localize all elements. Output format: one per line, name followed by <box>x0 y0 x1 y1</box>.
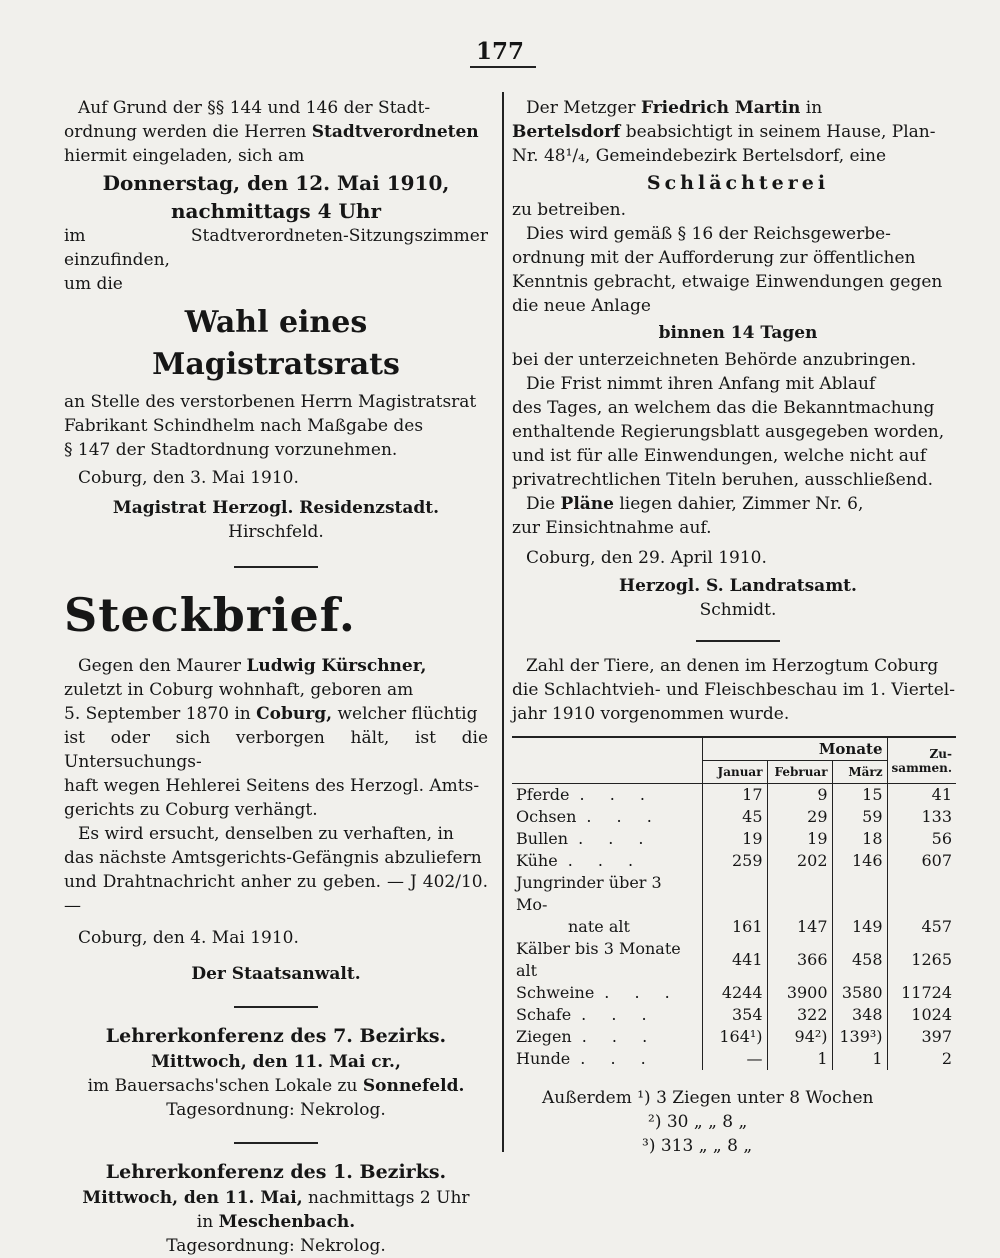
cell-march: 146 <box>832 850 887 872</box>
notice-line: bei der unterzeichneten Behörde anzubringen. <box>512 350 917 370</box>
notice-line: Gegen den Maurer Ludwig Kürschner, <box>78 656 427 676</box>
notice-line: Kenntnis gebracht, etwaige Einwendungen gegen <box>512 272 943 292</box>
cell-february: 322 <box>767 1004 832 1026</box>
cell-february: 1 <box>767 1048 832 1070</box>
cell-february: 147 <box>767 916 832 938</box>
notice-line: und Drahtnachricht anher zu geben. — J 402/10. — <box>64 872 488 916</box>
notice-line: zu betreiben. <box>512 200 627 220</box>
notice-headline: Steckbrief. <box>64 588 356 642</box>
notice-line: ist oder sich verborgen hält, ist die Untersuchungs- <box>64 728 488 772</box>
months-header: Monate <box>702 737 887 761</box>
leader-dots: . . . <box>567 851 644 870</box>
cell-january: 17 <box>702 784 767 807</box>
conference-agenda: Tagesordnung: Nekrolog. <box>166 1100 386 1120</box>
notice-line: im Stadtverordneten-Sitzungszimmer einzufinden, <box>64 226 488 270</box>
meeting-time: nachmittags 4 Uhr <box>170 199 382 223</box>
cell-february: 9 <box>767 784 832 807</box>
cell-march: 3580 <box>832 982 887 1004</box>
notice-line: an Stelle des verstorbenen Herrn Magistratsrat <box>64 392 477 412</box>
business-type: Schlächterei <box>646 172 830 194</box>
stats-intro: jahr 1910 vorgenommen wurde. <box>512 704 790 724</box>
table-row <box>512 784 956 807</box>
table-row <box>512 938 956 982</box>
leader-dots: . . . <box>581 1027 658 1046</box>
header-rule <box>470 66 536 68</box>
notice-line: die neue Anlage <box>512 296 651 316</box>
conference-agenda: Tagesordnung: Nekrolog. <box>166 1236 386 1256</box>
notice-line: ordnung werden die Herren Stadtverordneten <box>64 122 479 142</box>
notice-line: Es wird ersucht, denselben zu verhaften, in <box>78 824 454 844</box>
cell-total: 1024 <box>887 1004 956 1026</box>
table-row <box>512 1004 956 1026</box>
leader-dots: . . . <box>604 983 680 1002</box>
leader-dots: . . . <box>586 807 662 826</box>
cell-march: 149 <box>832 916 887 938</box>
cell-january: 354 <box>702 1004 767 1026</box>
cell-march: 139³) <box>832 1026 887 1048</box>
notice-line: Nr. 48¹/₄, Gemeindebezirk Bertelsdorf, eine <box>512 146 887 166</box>
statistics-table <box>512 736 956 1070</box>
footnote: ³) 313 „ „ 8 „ <box>642 1136 753 1156</box>
livestock-statistics <box>512 654 964 1158</box>
cell-march <box>832 872 887 916</box>
cell-january: 19 <box>702 828 767 850</box>
notice-conference-1 <box>64 1158 488 1258</box>
row-label: Bullen . . . <box>516 829 654 848</box>
stats-intro: Zahl der Tiere, an denen im Herzogtum Coburg <box>526 656 939 676</box>
notice-schlaechterei <box>512 96 964 622</box>
leader-dots: . . . <box>581 1005 657 1024</box>
notice-line: das nächste Amtsgerichts-Gefängnis abzuliefern <box>64 848 482 868</box>
notice-line: zuletzt in Coburg wohnhaft, geboren am <box>64 680 414 700</box>
table-row <box>512 982 956 1004</box>
footnote: ²) 30 „ „ 8 „ <box>648 1112 748 1132</box>
leader-dots: . . . <box>580 1049 656 1068</box>
total-header: Zu-sammen. <box>887 737 956 784</box>
notice-line: Die Frist nimmt ihren Anfang mit Ablauf <box>526 374 876 394</box>
notice-line: ordnung mit der Aufforderung zur öffentlichen <box>512 248 916 268</box>
cell-january: 441 <box>702 938 767 982</box>
notice-line: haft wegen Hehlerei Seitens des Herzogl. Amts- <box>64 776 480 796</box>
cell-february: 19 <box>767 828 832 850</box>
row-label: Ziegen . . . <box>516 1027 658 1046</box>
col-january: Januar <box>702 761 767 784</box>
cell-total: 397 <box>887 1026 956 1048</box>
cell-february: 3900 <box>767 982 832 1004</box>
notice-line: des Tages, an welchem das die Bekanntmachung <box>512 398 935 418</box>
table-row <box>512 872 956 916</box>
cell-january <box>702 872 767 916</box>
table-row <box>512 916 956 938</box>
separator <box>234 1142 318 1144</box>
cell-january: 161 <box>702 916 767 938</box>
conference-place: im Bauersachs'schen Lokale zu Sonnefeld. <box>87 1076 465 1096</box>
notice-magistratsrat <box>64 96 488 544</box>
place-date: Coburg, den 4. Mai 1910. <box>78 928 299 948</box>
col-february: Februar <box>767 761 832 784</box>
cell-march: 1 <box>832 1048 887 1070</box>
cell-february: 366 <box>767 938 832 982</box>
leader-dots: . . . <box>579 785 655 804</box>
notice-line: zur Einsichtnahme auf. <box>512 518 712 538</box>
row-label: Schweine . . . <box>516 983 680 1002</box>
cell-january: 4244 <box>702 982 767 1004</box>
issuing-authority: Magistrat Herzogl. Residenzstadt. <box>112 498 440 518</box>
notice-line: Die Pläne liegen dahier, Zimmer Nr. 6, <box>526 494 864 514</box>
separator <box>234 1006 318 1008</box>
notice-line: hiermit eingeladen, sich am <box>64 146 305 166</box>
notice-line: Bertelsdorf beabsichtigt in seinem Hause, Plan- <box>512 122 936 142</box>
right-column <box>512 96 964 1158</box>
notice-line: § 147 der Stadtordnung vorzunehmen. <box>64 440 398 460</box>
row-label: Ochsen . . . <box>516 807 662 826</box>
row-label: nate alt <box>568 917 630 936</box>
left-column <box>64 96 488 1258</box>
cell-total: 2 <box>887 1048 956 1070</box>
row-label: Kühe . . . <box>516 851 644 870</box>
separator <box>696 640 780 642</box>
cell-total: 133 <box>887 806 956 828</box>
notice-headline: Wahl eines Magistratsrats <box>152 305 400 382</box>
row-label: Schafe . . . <box>516 1005 657 1024</box>
issuing-authority: Herzogl. S. Landratsamt. <box>619 576 857 596</box>
cell-march: 18 <box>832 828 887 850</box>
table-row <box>512 1048 956 1070</box>
footnote: Außerdem ¹) 3 Ziegen unter 8 Wochen <box>542 1088 874 1108</box>
place-date: Coburg, den 29. April 1910. <box>526 548 767 568</box>
cell-total: 607 <box>887 850 956 872</box>
conference-title: Lehrerkonferenz des 7. Bezirks. <box>105 1025 447 1047</box>
cell-february <box>767 872 832 916</box>
conference-date: Mittwoch, den 11. Mai, nachmittags 2 Uhr <box>82 1188 470 1208</box>
notice-line: Auf Grund der §§ 144 und 146 der Stadt- <box>78 98 431 118</box>
table-row <box>512 828 956 850</box>
separator <box>234 566 318 568</box>
notice-line: gerichts zu Coburg verhängt. <box>64 800 318 820</box>
cell-january: 164¹) <box>702 1026 767 1048</box>
cell-march: 15 <box>832 784 887 807</box>
cell-march: 348 <box>832 1004 887 1026</box>
place-date: Coburg, den 3. Mai 1910. <box>78 468 299 488</box>
cell-january: — <box>702 1048 767 1070</box>
issuing-authority: Der Staatsanwalt. <box>191 964 361 984</box>
cell-february: 202 <box>767 850 832 872</box>
deadline: binnen 14 Tagen <box>658 323 818 343</box>
cell-total: 41 <box>887 784 956 807</box>
stats-intro: die Schlachtvieh- und Fleischbeschau im 1. Viertel- <box>512 680 955 700</box>
cell-march: 59 <box>832 806 887 828</box>
cell-february: 94²) <box>767 1026 832 1048</box>
cell-total: 1265 <box>887 938 956 982</box>
conference-place: in Meschenbach. <box>196 1212 356 1232</box>
meeting-date: Donnerstag, den 12. Mai 1910, <box>102 171 450 195</box>
cell-total: 457 <box>887 916 956 938</box>
notice-line: Dies wird gemäß § 16 der Reichsgewerbe- <box>526 224 891 244</box>
notice-conference-7 <box>64 1022 488 1122</box>
row-label: Kälber bis 3 Monate alt <box>516 939 681 980</box>
row-label: Hunde . . . <box>516 1049 656 1068</box>
row-label: Pferde . . . <box>516 785 655 804</box>
column-divider <box>502 92 504 1152</box>
notice-line: 5. September 1870 in Coburg, welcher flüchtig <box>64 704 478 724</box>
table-row <box>512 806 956 828</box>
row-label: Jungrinder über 3 Mo- <box>516 873 662 914</box>
cell-february: 29 <box>767 806 832 828</box>
col-march: März <box>832 761 887 784</box>
signer: Hirschfeld. <box>228 522 324 542</box>
leader-dots: . . . <box>578 829 654 848</box>
cell-total <box>887 872 956 916</box>
signer: Schmidt. <box>699 600 777 620</box>
cell-total: 11724 <box>887 982 956 1004</box>
stats-footnotes <box>512 1086 964 1158</box>
page-number: 177 <box>475 38 524 65</box>
notice-line: Der Metzger Friedrich Martin in <box>526 98 823 118</box>
notice-line: und ist für alle Einwendungen, welche nicht auf <box>512 446 927 466</box>
cell-march: 458 <box>832 938 887 982</box>
cell-january: 45 <box>702 806 767 828</box>
cell-total: 56 <box>887 828 956 850</box>
table-row <box>512 1026 956 1048</box>
table-row <box>512 850 956 872</box>
notice-line: Fabrikant Schindhelm nach Maßgabe des <box>64 416 424 436</box>
conference-title: Lehrerkonferenz des 1. Bezirks. <box>105 1161 447 1183</box>
notice-line: privatrechtlichen Titeln beruhen, ausschließend. <box>512 470 934 490</box>
cell-january: 259 <box>702 850 767 872</box>
notice-line: um die <box>64 274 123 294</box>
conference-date: Mittwoch, den 11. Mai cr., <box>151 1052 401 1072</box>
notice-line: enthaltende Regierungsblatt ausgegeben worden, <box>512 422 945 442</box>
notice-steckbrief <box>64 586 488 986</box>
